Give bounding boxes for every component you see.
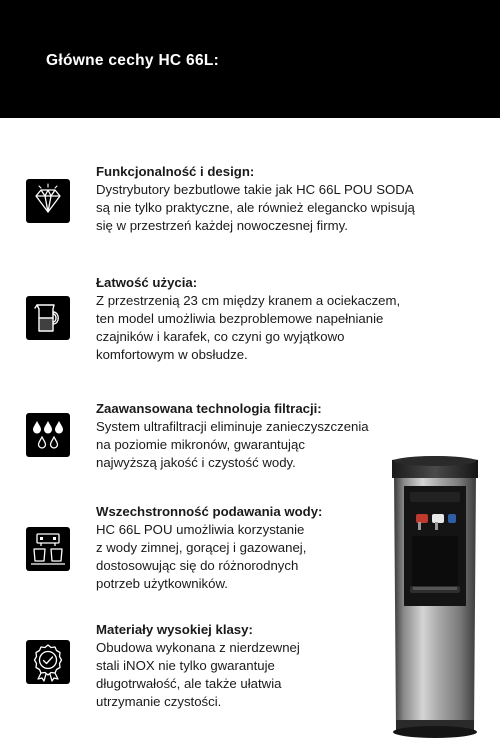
feature-title: Materiały wysokiej klasy: <box>96 622 253 637</box>
water-dispenser-image <box>380 452 490 742</box>
description-line: najwyższą jakość i czystość wody. <box>96 455 296 470</box>
description-line: się w przestrzeń każdej nowoczesnej firmy. <box>96 218 348 233</box>
header-banner <box>0 0 500 118</box>
quality-badge-icon <box>26 640 70 684</box>
description-line: System ultrafiltracji eliminuje zanieczyszczenia <box>96 419 369 434</box>
description-line: komfortowym w obsłudze. <box>96 347 248 362</box>
description-line: z wody zimnej, gorącej i gazowanej, <box>96 540 307 555</box>
feature-description <box>96 292 400 364</box>
description-line: czajników i karafek, co czyni go wyjątkowo <box>96 329 345 344</box>
feature-text <box>96 621 300 711</box>
description-line: ten model umożliwia bezproblemowe napełnianie <box>96 311 384 326</box>
description-line: są nie tylko praktyczne, ale również elegancko wpisują <box>96 200 415 215</box>
feature-description <box>96 418 369 472</box>
diamond-icon <box>26 179 70 223</box>
description-line: Dystrybutory bezbutlowe takie jak HC 66L POU SODA <box>96 182 414 197</box>
description-line: Z przestrzenią 23 cm między kranem a ociekaczem, <box>96 293 401 308</box>
description-line: na poziomie mikronów, gwarantując <box>96 437 305 452</box>
feature-description <box>96 521 322 593</box>
description-line: HC 66L POU umożliwia korzystanie <box>96 522 305 537</box>
feature-text <box>96 163 415 235</box>
water-drops-icon <box>26 413 70 457</box>
feature-title: Wszechstronność podawania wody: <box>96 504 323 519</box>
description-line: stali iNOX nie tylko gwarantuje <box>96 658 275 673</box>
description-line: dostosowując się do różnorodnych <box>96 558 299 573</box>
feature-title: Łatwość użycia: <box>96 275 198 290</box>
feature-description <box>96 639 300 711</box>
description-line: potrzeb użytkowników. <box>96 576 228 591</box>
feature-title: Funkcjonalność i design: <box>96 164 255 179</box>
feature-title: Zaawansowana technologia filtracji: <box>96 401 322 416</box>
description-line: Obudowa wykonana z nierdzewnej <box>96 640 300 655</box>
feature-text <box>96 503 322 593</box>
page-title: Główne cechy HC 66L: <box>46 52 220 69</box>
feature-description <box>96 181 415 235</box>
feature-text <box>96 274 400 364</box>
description-line: długotrwałość, ale także ułatwia <box>96 676 282 691</box>
feature-text <box>96 400 369 472</box>
dispenser-cups-icon <box>26 527 70 571</box>
description-line: utrzymanie czystości. <box>96 694 222 709</box>
jug-icon <box>26 296 70 340</box>
